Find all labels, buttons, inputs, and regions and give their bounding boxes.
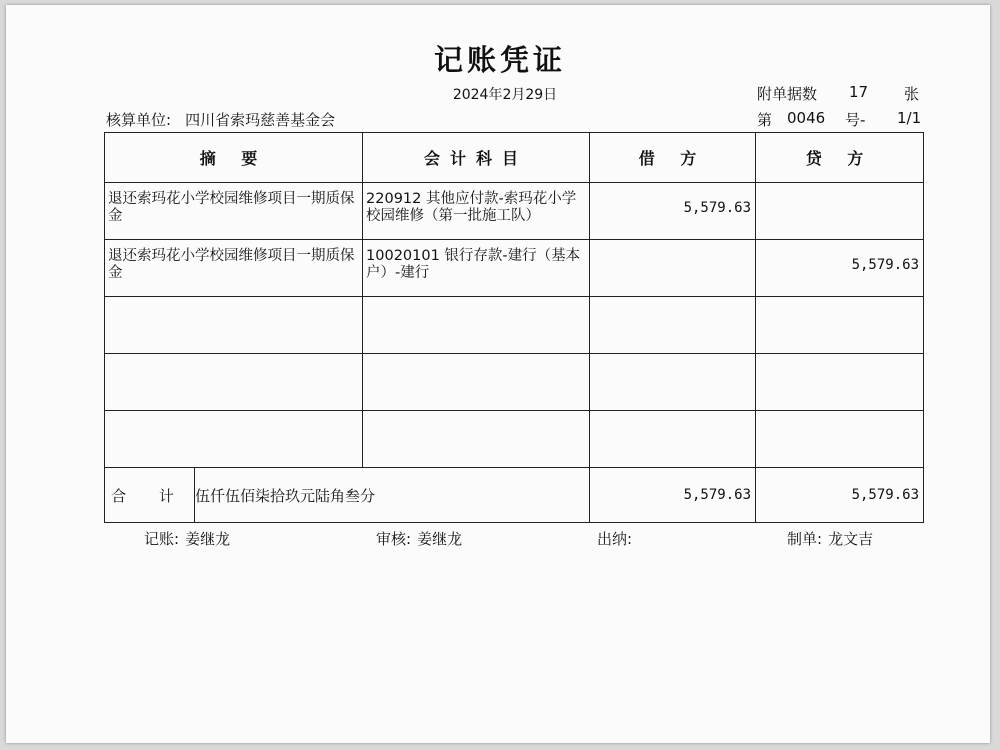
entry-summary: 退还索玛花小学校园维修项目一期质保金 [108, 191, 355, 224]
total-credit: 5,579.63 [851, 487, 920, 503]
attachment-label: 附单据数 [757, 85, 818, 103]
voucher-title: 记账凭证 [433, 43, 566, 77]
header-summary: 摘 要 [105, 133, 363, 183]
table-row-empty [105, 297, 924, 354]
table-header-row [105, 133, 924, 183]
reviewer-label: 审核: [376, 530, 412, 548]
table-row-empty [105, 354, 924, 411]
voucher-number-suffix: 号- [845, 111, 866, 129]
table-row [105, 183, 924, 240]
reviewer-name: 姜继龙 [417, 530, 463, 548]
header-account: 会计科目 [363, 133, 590, 183]
preparer-name: 龙文吉 [828, 530, 874, 548]
signature-cashier [597, 528, 638, 549]
table-row [105, 240, 924, 297]
entry-debit [590, 240, 755, 257]
voucher-date: 2024年2月29日 [452, 87, 558, 103]
voucher-number-prefix: 第 [757, 111, 773, 129]
total-row [105, 468, 924, 523]
accounting-unit-label: 核算单位: [106, 111, 172, 129]
attachment-unit: 张 [904, 85, 920, 103]
attachment-number: 17 [849, 83, 869, 101]
preparer-label: 制单: [787, 530, 823, 548]
cashier-label: 出纳: [597, 530, 633, 548]
signature-reviewer [376, 528, 462, 549]
signature-preparer [787, 528, 873, 549]
accounting-unit [106, 109, 335, 130]
voucher-table [104, 132, 924, 523]
bookkeeper-name: 姜继龙 [185, 530, 231, 548]
header-debit: 借 方 [590, 133, 756, 183]
entry-account: 220912 其他应付款-索玛花小学校园维修（第一批施工队） [366, 191, 577, 224]
entry-debit: 5,579.63 [683, 200, 752, 216]
voucher-number-value: 0046 [787, 109, 826, 127]
voucher-page: 1/1 [897, 109, 922, 127]
header-credit: 贷 方 [756, 133, 924, 183]
entry-summary: 退还索玛花小学校园维修项目一期质保金 [108, 248, 355, 281]
total-debit: 5,579.63 [683, 487, 752, 503]
accounting-unit-value: 四川省索玛慈善基金会 [185, 111, 336, 129]
entry-credit [756, 183, 923, 200]
table-row-empty [105, 411, 924, 468]
bookkeeper-label: 记账: [144, 530, 180, 548]
signature-bookkeeper [144, 528, 230, 549]
total-label: 合 计 [105, 468, 195, 523]
entry-account: 10020101 银行存款-建行（基本户）-建行 [366, 248, 581, 281]
entry-credit: 5,579.63 [851, 257, 920, 273]
total-amount-words: 伍仟伍佰柒拾玖元陆角叁分 [195, 468, 590, 523]
